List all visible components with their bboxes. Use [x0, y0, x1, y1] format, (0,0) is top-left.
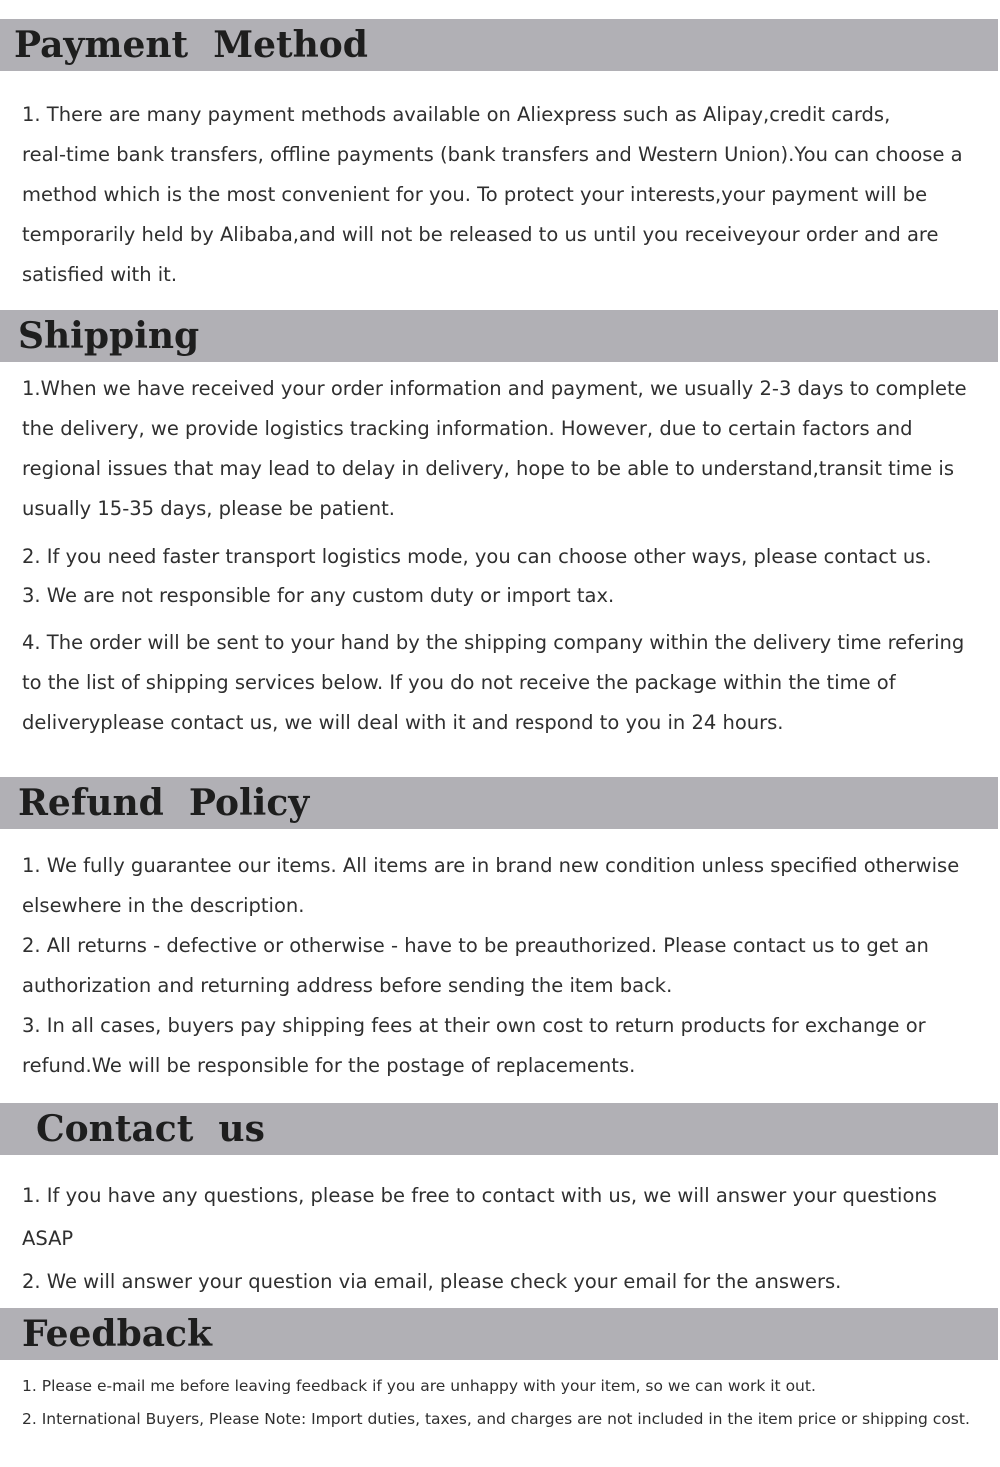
shipping-line: 2. If you need faster transport logistics mode, you can choose other ways, please contact us.: [22, 545, 932, 568]
contact-paragraph-1: [22, 1174, 997, 1260]
refund-line: 1. We fully guarantee our items. All items are in brand new condition unless specified otherwise: [22, 854, 960, 877]
payment-line: 1. There are many payment methods available on Aliexpress such as Alipay,credit cards,: [22, 103, 891, 126]
payment-line: temporarily held by Alibaba,and will not be released to us until you receiveyour order and are: [22, 223, 939, 246]
feedback-title: Feedback: [22, 1313, 212, 1355]
refund-line: authorization and returning address before sending the item back.: [22, 974, 673, 997]
refund-paragraph-3: [22, 1006, 997, 1086]
refund-line: 2. All returns - defective or otherwise - have to be preauthorized. Please contact us to get an: [22, 934, 929, 957]
refund-line: refund.We will be responsible for the postage of replacements.: [22, 1054, 636, 1077]
shipping-title: Shipping: [18, 315, 200, 357]
refund-line: elsewhere in the description.: [22, 894, 305, 917]
shipping-line: deliveryplease contact us, we will deal with it and respond to you in 24 hours.: [22, 711, 784, 734]
refund-paragraph-2: [22, 926, 997, 1006]
shipping-paragraph-1: [22, 369, 997, 529]
payment-line: real-time bank transfers, offline payments (bank transfers and Western Union).You can choose a: [22, 143, 963, 166]
shipping-line: 1.When we have received your order information and payment, we usually 2-3 days to complete: [22, 377, 967, 400]
shipping-paragraph-2: [22, 537, 997, 577]
payment-line: satisfied with it.: [22, 263, 178, 286]
shipping-line: usually 15-35 days, please be patient.: [22, 497, 395, 520]
feedback-header: [0, 1308, 998, 1360]
shipping-line: 3. We are not responsible for any custom duty or import tax.: [22, 584, 615, 607]
feedback-paragraph-2: [22, 1403, 997, 1435]
shipping-line: 4. The order will be sent to your hand by the shipping company within the delivery time refering: [22, 631, 965, 654]
contact-paragraph-2: [22, 1262, 997, 1302]
payment-method-title: Payment Method: [14, 24, 368, 66]
contact-line: 1. If you have any questions, please be free to contact with us, we will answer your questions: [22, 1184, 937, 1207]
payment-method-header: [0, 19, 998, 71]
refund-policy-header: [0, 777, 998, 829]
contact-line: 2. We will answer your question via email, please check your email for the answers.: [22, 1270, 842, 1293]
payment-paragraph-1: [22, 95, 997, 295]
feedback-line: 1. Please e-mail me before leaving feedback if you are unhappy with your item, so we can work it out.: [22, 1377, 816, 1395]
refund-line: 3. In all cases, buyers pay shipping fees at their own cost to return products for exchange or: [22, 1014, 926, 1037]
refund-policy-title: Refund Policy: [18, 782, 310, 824]
shipping-paragraph-4: [22, 623, 997, 743]
feedback-paragraph-1: [22, 1370, 997, 1402]
payment-line: method which is the most convenient for you. To protect your interests,your payment will be: [22, 183, 928, 206]
shipping-header: [0, 310, 998, 362]
contact-us-title: Contact us: [36, 1108, 265, 1150]
contact-line: ASAP: [22, 1227, 74, 1250]
shipping-line: the delivery, we provide logistics tracking information. However, due to certain factors and: [22, 417, 913, 440]
shipping-line: to the list of shipping services below. If you do not receive the package within the time of: [22, 671, 896, 694]
refund-paragraph-1: [22, 846, 997, 926]
contact-us-header: [0, 1103, 998, 1155]
feedback-line: 2. International Buyers, Please Note: Import duties, taxes, and charges are not included in the item price or shipping cost.: [22, 1410, 970, 1428]
shipping-paragraph-3: [22, 576, 997, 616]
shipping-line: regional issues that may lead to delay in delivery, hope to be able to understand,transit time is: [22, 457, 954, 480]
